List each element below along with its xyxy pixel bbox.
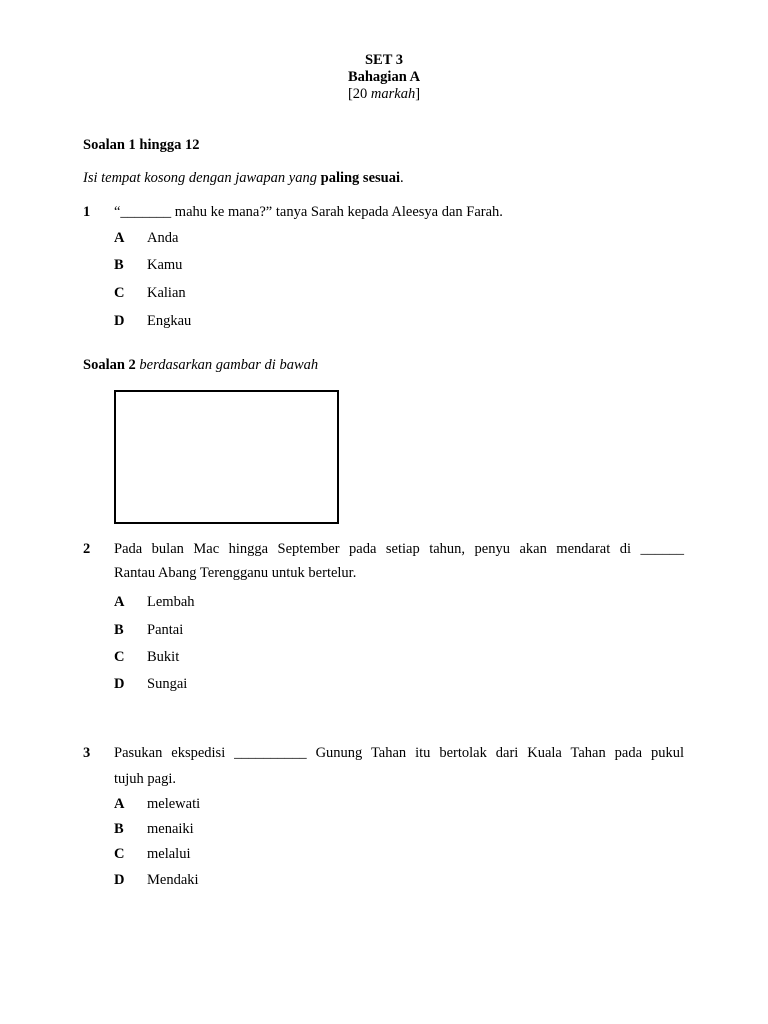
q3-option-d-letter: D <box>114 872 125 888</box>
q1-option-c-text: Kalian <box>147 285 186 301</box>
picture-frame <box>114 390 339 524</box>
instruction-end: . <box>400 170 404 186</box>
q3-option-a-text: melewati <box>147 796 201 812</box>
q2-intro-italic: berdasarkan gambar di bawah <box>135 357 319 373</box>
q3-option-c-letter: C <box>114 846 125 862</box>
q3-number: 3 <box>83 745 91 761</box>
q3-text-line1: Pasukan ekspedisi __________ Gunung Tahan itu bertolak dari Kuala Tahan pada pukul <box>114 745 684 761</box>
q1-option-b-text: Kamu <box>147 257 183 273</box>
q1-option-d-letter: D <box>114 313 125 329</box>
marks-word: markah <box>370 86 416 102</box>
q2-number: 2 <box>83 541 91 557</box>
instruction-line <box>83 170 404 187</box>
marks-close: ] <box>415 86 421 102</box>
q2-intro <box>83 357 318 374</box>
instruction-bold: paling sesuai <box>320 170 400 186</box>
q1-number: 1 <box>83 204 91 220</box>
q3-option-a-letter: A <box>114 796 125 812</box>
q3-option-b-text: menaiki <box>147 821 194 837</box>
q1-option-b-letter: B <box>114 257 124 273</box>
q2-option-d-letter: D <box>114 676 125 692</box>
q1-option-a-text: Anda <box>147 230 179 246</box>
q3-option-d-text: Mendaki <box>147 872 199 888</box>
q1-option-a-letter: A <box>114 230 125 246</box>
q1-text: “_______ mahu ke mana?” tanya Sarah kepada Aleesya dan Farah. <box>114 204 503 220</box>
q3-text-line2: tujuh pagi. <box>114 771 177 787</box>
q2-option-c-text: Bukit <box>147 649 180 665</box>
question-range-heading: Soalan 1 hingga 12 <box>83 137 200 153</box>
q3-option-b-letter: B <box>114 821 124 837</box>
q2-option-b-text: Pantai <box>147 622 184 638</box>
q2-intro-bold: Soalan 2 <box>83 357 136 373</box>
q2-text-line2: Rantau Abang Terengganu untuk bertelur. <box>114 565 357 581</box>
q3-option-c-text: melalui <box>147 846 191 862</box>
marks-label <box>0 86 768 103</box>
q2-text-line1: Pada bulan Mac hingga September pada setiap tahun, penyu akan mendarat di ______ <box>114 541 684 557</box>
q1-option-d-text: Engkau <box>147 313 192 329</box>
q2-option-a-letter: A <box>114 594 125 610</box>
marks-open: [20 <box>347 86 371 102</box>
q2-option-a-text: Lembah <box>147 594 195 610</box>
set-title: SET 3 <box>364 52 404 68</box>
section-title: Bahagian A <box>347 69 421 85</box>
q2-option-c-letter: C <box>114 649 125 665</box>
instruction-italic: Isi tempat kosong dengan jawapan yang <box>83 170 321 186</box>
q2-option-b-letter: B <box>114 622 124 638</box>
q1-option-c-letter: C <box>114 285 125 301</box>
q2-option-d-text: Sungai <box>147 676 188 692</box>
